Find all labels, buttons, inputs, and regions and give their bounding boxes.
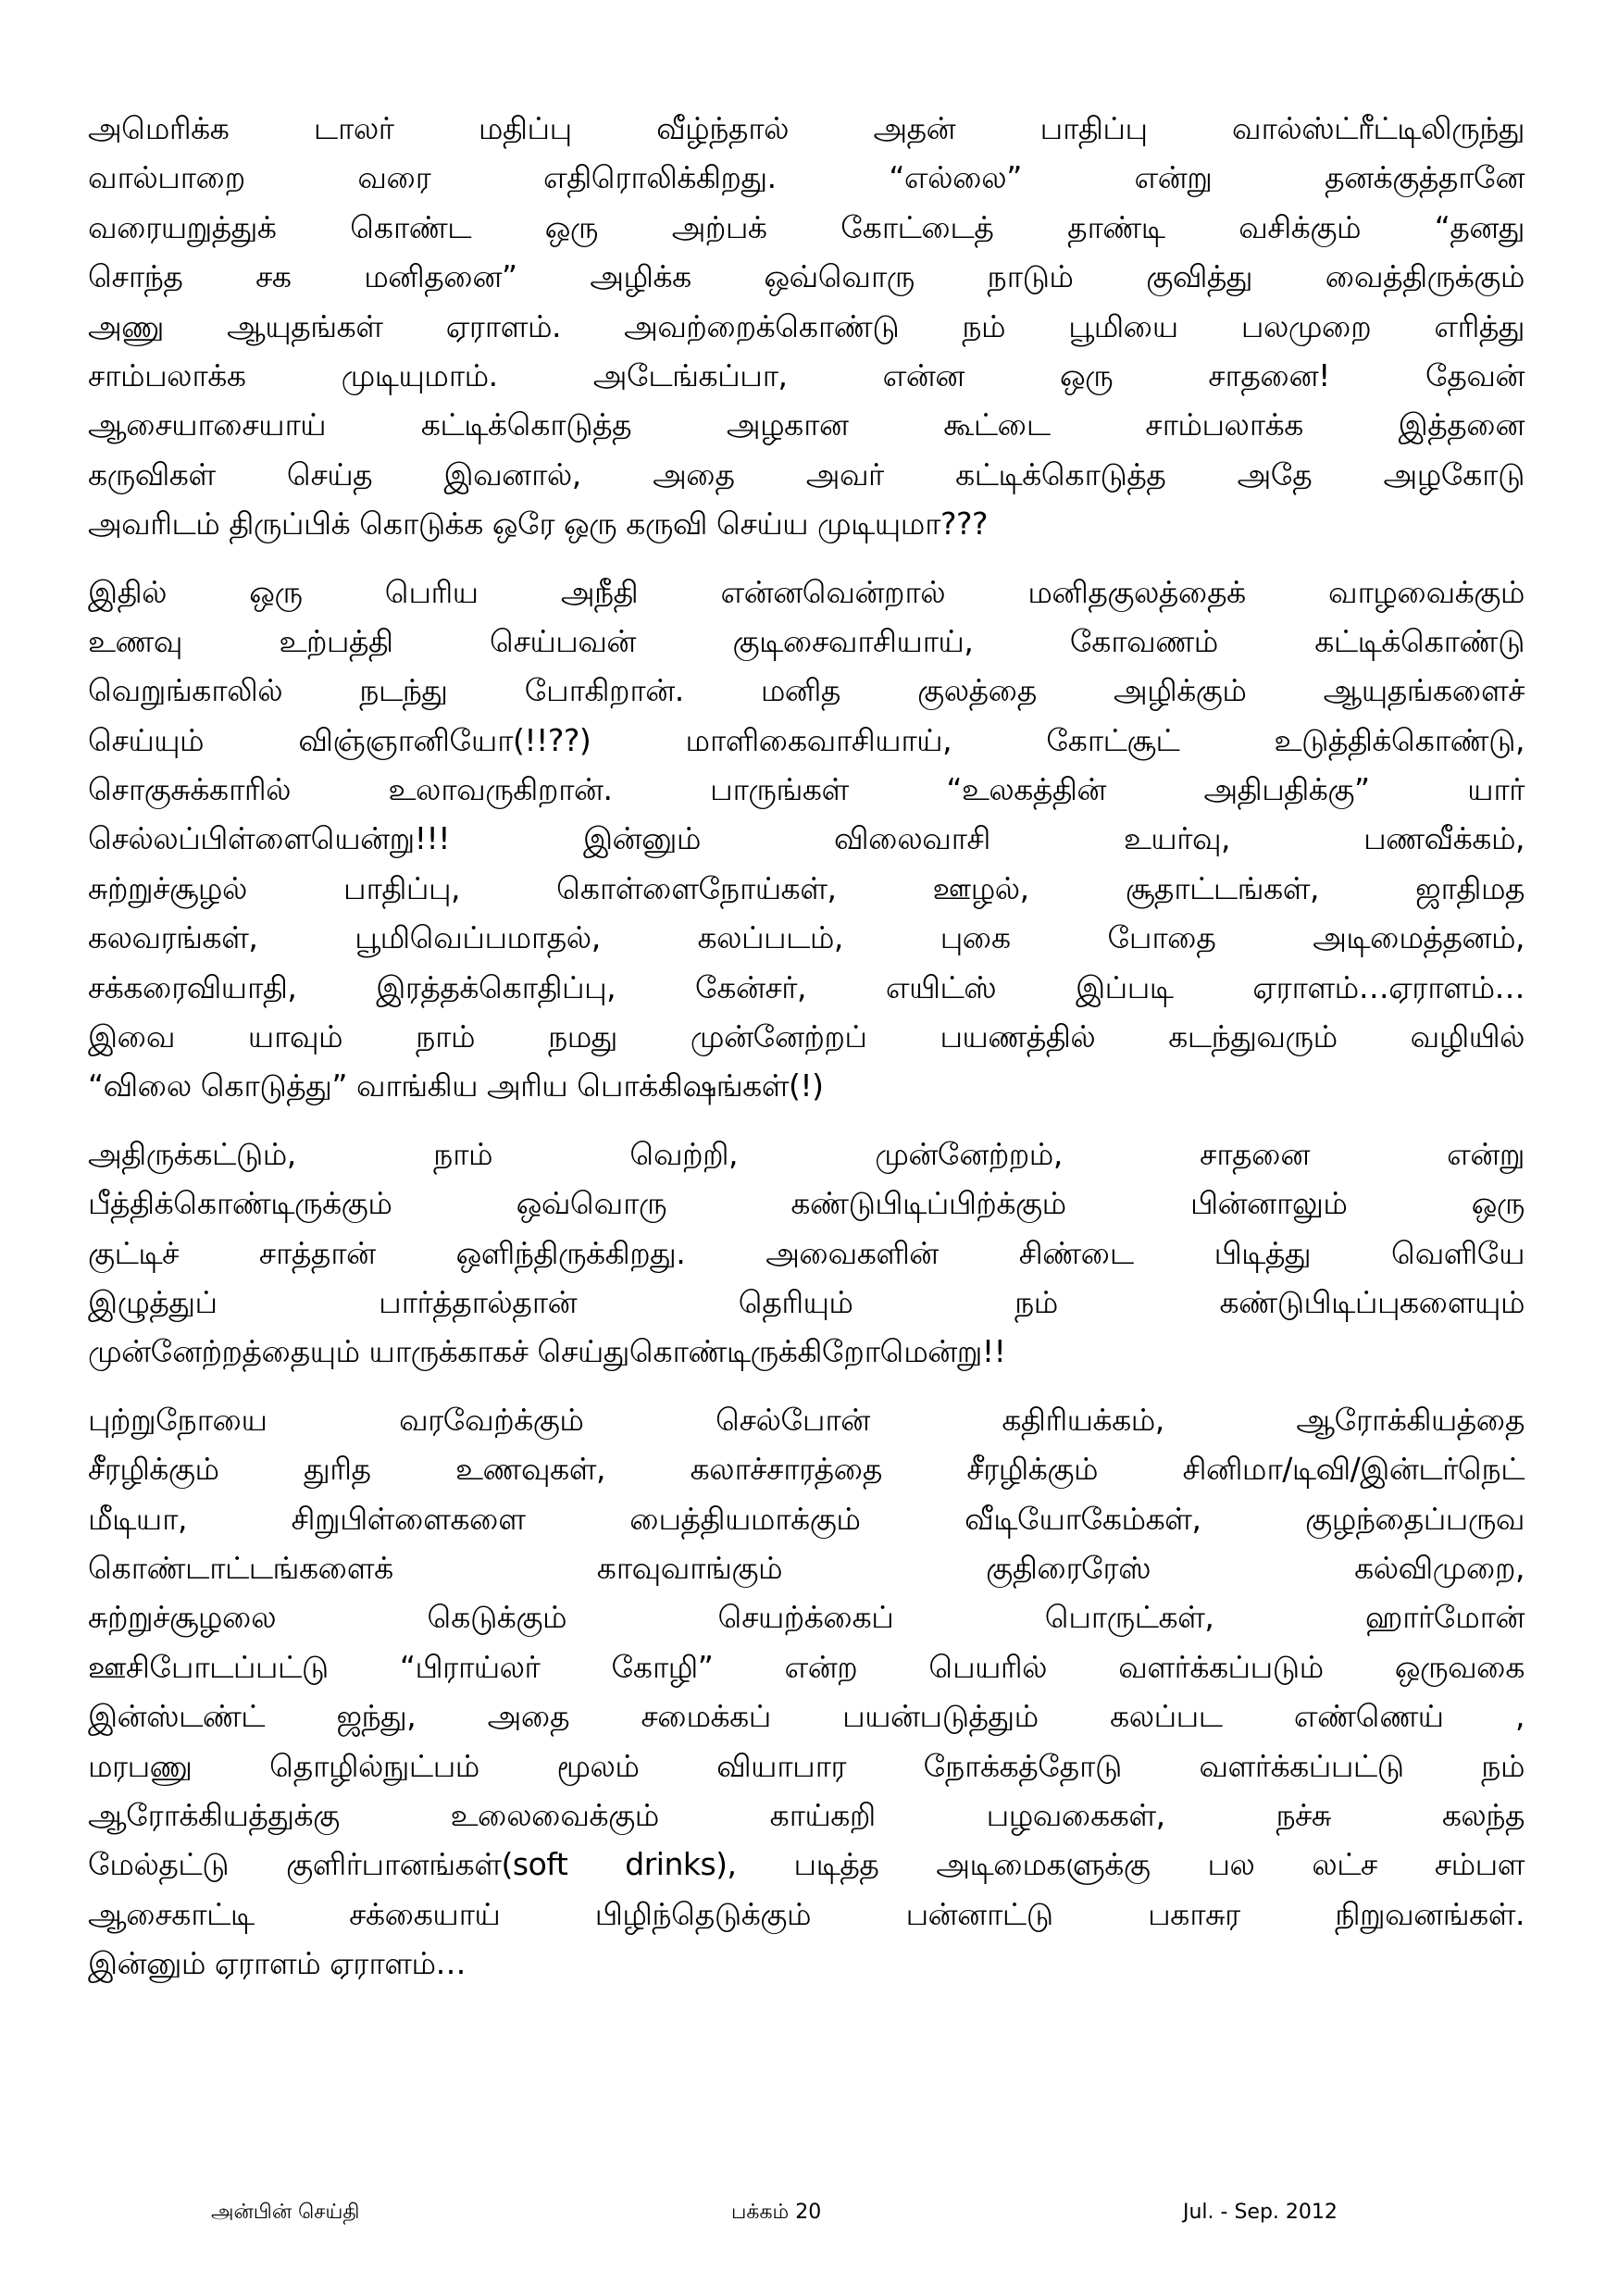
text-line: மரபணு தொழில்நுட்பம் மூலம் வியாபார நோக்கத்தோடு வளர்க்கப்பட்டு நம்: [88, 1747, 1525, 1784]
paragraph-4: [88, 1395, 1525, 1989]
text-line: ஆசைகாட்டி சக்கையாய் பிழிந்தெடுக்கும் பன்னாட்டு பகாசுர நிறுவனங்கள்.: [88, 1895, 1525, 1932]
text-line: இழுத்துப் பார்த்தால்தான் தெரியும் நம் கண்டுபிடிப்புகளையும்: [88, 1283, 1525, 1320]
text-line: கொண்டாட்டங்களைக் காவுவாங்கும் குதிரைரேஸ் கல்விமுறை,: [88, 1549, 1525, 1586]
text-line: புற்றுநோயை வரவேற்க்கும் செல்போன் கதிரியக்கம், ஆரோக்கியத்தை: [88, 1401, 1525, 1438]
text-line: குட்டிச் சாத்தான் ஒளிந்திருக்கிறது. அவைகளின் சிண்டை பிடித்து வெளியே: [88, 1234, 1525, 1271]
text-line: வால்பாறை வரை எதிரொலிக்கிறது. “எல்லை” என்று தனக்குத்தானே: [88, 159, 1525, 196]
text-line: இதில் ஒரு பெரிய அநீதி என்னவென்றால் மனிதகுலத்தைக் வாழவைக்கும்: [88, 573, 1525, 610]
text-line: இவை யாவும் நாம் நமது முன்னேற்றப் பயணத்தில் கடந்துவரும் வழியில்: [88, 1018, 1525, 1055]
text-line: சீரழிக்கும் துரித உணவுகள், கலாச்சாரத்தை சீரழிக்கும் சினிமா/டிவி/இன்டர்நெட்: [88, 1451, 1525, 1488]
paragraph-1: [88, 104, 1525, 549]
text-line: அமெரிக்க டாலர் மதிப்பு வீழ்ந்தால் அதன் பாதிப்பு வால்ஸ்ட்ரீட்டிலிருந்து: [88, 110, 1525, 146]
text-line: சாம்பலாக்க முடியுமாம். அடேங்கப்பா, என்ன ஒரு சாதனை! தேவன்: [88, 356, 1525, 393]
text-line: ஊசிபோடப்பட்டு “பிராய்லர் கோழி” என்ற பெயரில் வளர்க்கப்படும் ஒருவகை: [88, 1648, 1525, 1685]
issue-date: Jul. - Sep. 2012: [1183, 2201, 1338, 2224]
text-line: இன்னும் ஏராளம் ஏராளம்…: [88, 1945, 467, 1982]
text-line: மீடியா, சிறுபிள்ளைகளை பைத்தியமாக்கும் வீடியோகேம்கள், குழந்தைப்பருவ: [88, 1500, 1525, 1537]
page-footer: [0, 2201, 1618, 2238]
text-line: கருவிகள் செய்த இவனால், அதை அவர் கட்டிக்கொடுத்த அதே அழகோடு: [88, 455, 1525, 493]
text-line: சுற்றுச்சூழல் பாதிப்பு, கொள்ளைநோய்கள், ஊழல், சூதாட்டங்கள், ஜாதிமத: [88, 869, 1525, 906]
text-line: ஆசையாசையாய் கட்டிக்கொடுத்த அழகான கூட்டை சாம்பலாக்க இத்தனை: [88, 406, 1525, 443]
text-line: பீத்திக்கொண்டிருக்கும் ஒவ்வொரு கண்டுபிடிப்பிற்க்கும் பின்னாலும் ஒரு: [88, 1185, 1525, 1222]
text-line: உணவு உற்பத்தி செய்பவன் குடிசைவாசியாய், கோவணம் கட்டிக்கொண்டு: [88, 622, 1525, 659]
text-line: சொந்த சக மனிதனை” அழிக்க ஒவ்வொரு நாடும் குவித்து வைத்திருக்கும்: [88, 258, 1525, 295]
text-line: அணு ஆயுதங்கள் ஏராளம். அவற்றைக்கொண்டு நம் பூமியை பலமுறை எரித்து: [88, 307, 1525, 344]
text-line: வெறுங்காலில் நடந்து போகிறான். மனித குலத்தை அழிக்கும் ஆயுதங்களைச்: [88, 672, 1525, 709]
text-line: கலவரங்கள், பூமிவெப்பமாதல், கலப்படம், புகை போதை அடிமைத்தனம்,: [88, 919, 1525, 956]
text-line: மேல்தட்டு குளிர்பானங்கள்(soft drinks), படித்த அடிமைகளுக்கு பல லட்ச சம்பள: [88, 1846, 1525, 1883]
text-line: சொகுசுக்காரில் உலாவருகிறான். பாருங்கள் “உலகத்தின் அதிபதிக்கு” யார்: [88, 771, 1525, 808]
page-number: பக்கம் 20: [731, 2201, 822, 2224]
text-line: செய்யும் விஞ்ஞானியோ(!!??) மாளிகைவாசியாய், கோட்சூட் உடுத்திக்கொண்டு,: [88, 721, 1525, 758]
paragraph-2: [88, 568, 1525, 1111]
text-line: செல்லப்பிள்ளையென்று!!! இன்னும் விலைவாசி உயர்வு, பணவீக்கம்,: [88, 820, 1525, 857]
text-line: அவரிடம் திருப்பிக் கொடுக்க ஒரே ஒரு கருவி செய்ய முடியுமா???: [88, 505, 989, 543]
publication-name: அன்பின் செய்தி: [211, 2201, 360, 2224]
text-line: அதிருக்கட்டும், நாம் வெற்றி, முன்னேற்றம், சாதனை என்று: [88, 1135, 1525, 1172]
text-line: சக்கரைவியாதி, இரத்தக்கொதிப்பு, கேன்சர், எயிட்ஸ் இப்படி ஏராளம்…ஏராளம்…: [88, 968, 1525, 1005]
text-line: “விலை கொடுத்து” வாங்கிய அரிய பொக்கிஷங்கள்(!): [88, 1067, 824, 1104]
text-line: வரையறுத்துக் கொண்ட ஒரு அற்பக் கோட்டைத் தாண்டி வசிக்கும் “தனது: [88, 208, 1525, 245]
text-line: இன்ஸ்டண்ட் ஜந்து, அதை சமைக்கப் பயன்படுத்தும் கலப்பட எண்ணெய் ,: [88, 1698, 1525, 1735]
text-line: முன்னேற்றத்தையும் யாருக்காகச் செய்துகொண்டிருக்கிறோமென்று!!: [88, 1333, 1006, 1370]
text-line: ஆரோக்கியத்துக்கு உலைவைக்கும் காய்கறி பழவகைகள், நச்சு கலந்த: [88, 1796, 1525, 1833]
document-body: [88, 104, 1525, 2006]
paragraph-3: [88, 1129, 1525, 1377]
text-line: சுற்றுச்சூழலை கெடுக்கும் செயற்க்கைப் பொருட்கள், ஹார்மோன்: [88, 1599, 1525, 1636]
